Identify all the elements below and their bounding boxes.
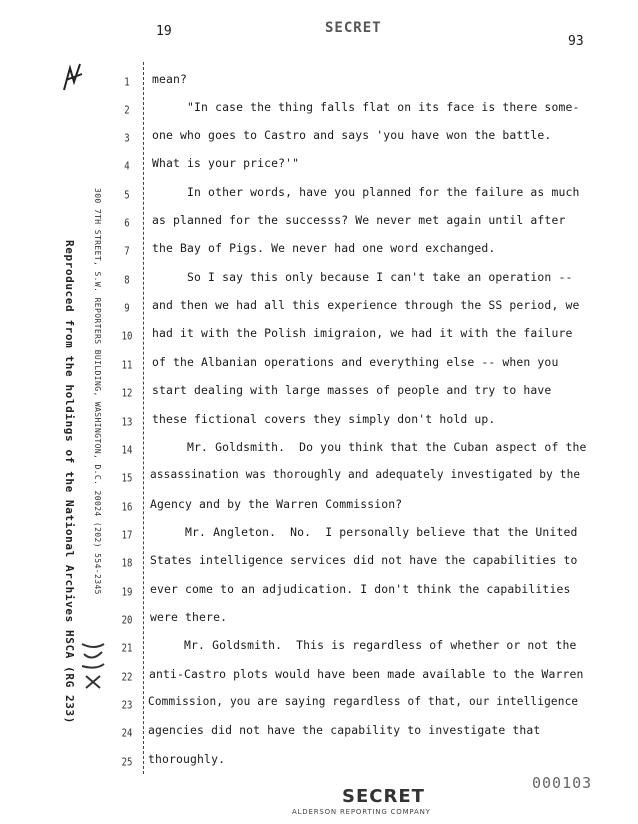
transcript-line: start dealing with large masses of people and try to have: [152, 383, 552, 397]
transcript-line: thoroughly.: [148, 752, 226, 766]
line-number: 12: [121, 388, 133, 400]
page-number-left: 19: [156, 24, 172, 39]
line-number: 1: [124, 77, 130, 89]
line-number: 19: [121, 587, 133, 599]
transcript-line: of the Albanian operations and everything else -- when you: [152, 355, 559, 369]
handwritten-initials-icon: [60, 60, 88, 96]
transcript-line: States intelligence services did not have the capabilities to: [150, 553, 578, 567]
archives-holdings-notice: Reproduced from the holdings of the National Archives HSCA (RG 233): [63, 240, 76, 724]
line-number: 2: [124, 105, 130, 117]
line-number: 24: [121, 728, 133, 740]
transcript-line: and then we had all this experience through the SS period, we: [152, 298, 580, 312]
line-number: 25: [121, 757, 133, 769]
header-secret-stamp: SECRET: [325, 20, 382, 36]
line-number: 4: [124, 161, 130, 173]
line-number: 13: [121, 417, 133, 429]
transcript-line: Commission, you are saying regardless of that, our intelligence: [148, 695, 579, 708]
line-number: 23: [121, 700, 133, 712]
reporter-address-notice: 300 7TH STREET, S.W. REPORTERS BUILDING, WASHINGTON, D.C. 20024 (202) 554-2345: [93, 188, 102, 595]
transcript-line: these fictional covers they simply don't hold up.: [152, 412, 496, 426]
line-number: 14: [121, 445, 133, 457]
line-number: 20: [121, 615, 133, 627]
line-number: 6: [124, 218, 130, 230]
line-number: 11: [121, 360, 133, 372]
margin-rule: [143, 62, 144, 774]
transcript-line: the Bay of Pigs. We never had one word exchanged.: [152, 241, 496, 255]
line-number: 10: [121, 331, 133, 343]
line-number: 16: [121, 502, 133, 514]
line-number: 7: [124, 246, 130, 258]
transcript-line: anti-Castro plots would have been made available to the Warren: [149, 667, 584, 681]
footer-secret-stamp: SECRET: [342, 786, 425, 807]
line-number: 18: [121, 558, 133, 570]
transcript-line: one who goes to Castro and says 'you have won the battle.: [152, 128, 552, 142]
document-number: 000103: [532, 774, 593, 792]
line-number: 9: [124, 303, 130, 315]
transcript-line: Agency and by the Warren Commission?: [150, 497, 403, 511]
line-number: 15: [121, 473, 133, 485]
transcript-line: agencies did not have the capability to investigate that: [148, 723, 541, 737]
reporting-company: ALDERSON REPORTING COMPANY: [292, 808, 431, 816]
transcript-line: Mr. Goldsmith. Do you think that the Cuban aspect of the: [152, 440, 587, 454]
transcript-line: assassination was thoroughly and adequately investigated by the: [150, 468, 581, 481]
transcript-line: mean?: [152, 72, 188, 86]
line-number: 22: [121, 672, 133, 684]
page-number-right: 93: [568, 34, 584, 49]
transcript-line: ever come to an adjudication. I don't think the capabilities: [150, 582, 571, 596]
line-number: 3: [124, 133, 130, 145]
transcript-line: were there.: [150, 610, 228, 624]
transcript-line: What is your price?'": [152, 156, 300, 170]
transcript-line: as planned for the successs? We never met again until after: [152, 213, 566, 227]
margin-stamp-icon: [78, 640, 108, 696]
line-number: 17: [121, 530, 133, 542]
line-number: 5: [124, 190, 130, 202]
line-number: 8: [124, 275, 130, 287]
transcript-line: "In case the thing falls flat on its face is there some-: [152, 100, 580, 114]
transcript-line: Mr. Angleton. No. I personally believe that the United: [150, 525, 578, 539]
transcript-line: In other words, have you planned for the failure as much: [152, 185, 580, 199]
line-number: 21: [121, 643, 133, 655]
transcript-line: had it with the Polish imigraion, we had it with the failure: [152, 326, 573, 340]
transcript-line: So I say this only because I can't take an operation --: [152, 270, 573, 284]
transcript-line: Mr. Goldsmith. This is regardless of whether or not the: [149, 638, 577, 652]
